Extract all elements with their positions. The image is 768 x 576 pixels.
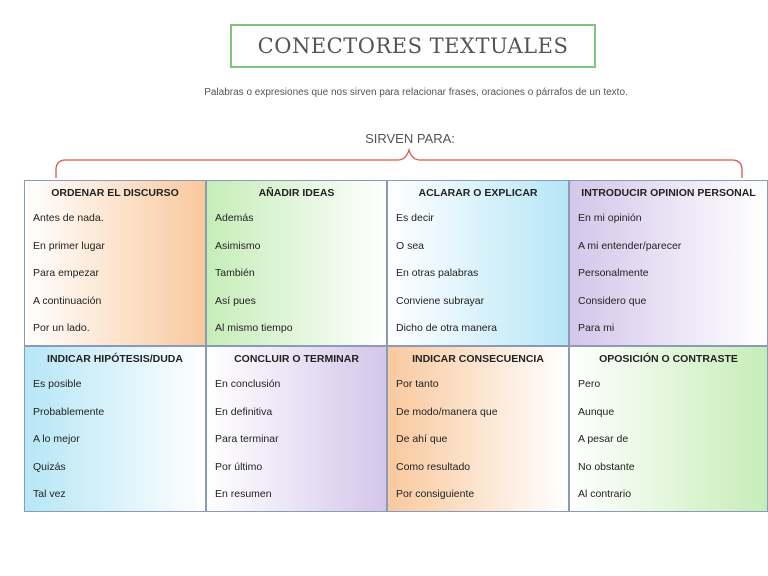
category-heading: AÑADIR IDEAS — [258, 187, 335, 199]
connector-item: Considero que — [578, 294, 647, 307]
connector-item: Es posible — [33, 378, 82, 390]
connector-item: Además — [215, 212, 254, 224]
connector-item: Por tanto — [396, 378, 439, 390]
connector-item: Personalmente — [578, 267, 649, 279]
category-heading: INDICAR HIPÓTESIS/DUDA — [47, 353, 183, 365]
category-heading: OPOSICIÓN O CONTRASTE — [599, 353, 738, 365]
connector-item: Quizás — [33, 460, 66, 473]
sirven-para-label: SIRVEN PARA: — [365, 131, 455, 146]
category-concluir-terminar — [206, 346, 387, 512]
connector-item: Pero — [578, 378, 601, 390]
connector-item: A mi entender/parecer — [578, 239, 682, 252]
category-ordenar-discurso — [24, 180, 206, 346]
category-heading: CONCLUIR O TERMINAR — [234, 353, 359, 365]
category-heading: INDICAR CONSECUENCIA — [412, 353, 544, 365]
connector-item: También — [215, 267, 255, 279]
connector-item: Tal vez — [33, 488, 66, 500]
connector-item: Para mi — [578, 322, 615, 334]
category-heading: ORDENAR EL DISCURSO — [51, 187, 179, 199]
category-anadir-ideas — [206, 180, 387, 346]
connector-item: Dicho de otra manera — [396, 322, 497, 334]
connector-item: En resumen — [215, 488, 272, 500]
connector-item: Probablemente — [33, 405, 105, 418]
connector-item: A continuación — [33, 294, 102, 307]
connector-item: Para empezar — [33, 267, 99, 279]
category-heading: ACLARAR O EXPLICAR — [418, 187, 538, 199]
main-title: CONECTORES TEXTUALES — [230, 24, 596, 68]
connector-item: Antes de nada. — [33, 212, 104, 224]
connector-grid — [24, 180, 768, 512]
connector-item: De ahí que — [396, 433, 448, 445]
category-consecuencia — [387, 346, 569, 512]
connector-item: No obstante — [578, 460, 635, 473]
connector-item: En conclusión — [215, 378, 281, 390]
category-aclarar-explicar — [387, 180, 569, 346]
category-hipotesis-duda — [24, 346, 206, 512]
connector-item: De modo/manera que — [396, 405, 498, 418]
connector-item: Por un lado. — [33, 322, 90, 334]
connector-item: Al contrario — [578, 488, 632, 500]
connector-item: Conviene subrayar — [396, 294, 485, 307]
connector-item: Como resultado — [396, 460, 471, 473]
connector-item: O sea — [396, 239, 425, 252]
connector-item: En primer lugar — [33, 239, 105, 252]
connector-item: Es decir — [396, 212, 434, 224]
connector-item: En definitiva — [215, 405, 273, 418]
connector-item: Por consiguiente — [396, 488, 475, 500]
category-oposicion-contraste — [569, 346, 768, 512]
connector-item: Para terminar — [215, 433, 279, 445]
connector-item: Por último — [215, 460, 263, 473]
category-heading: INTRODUCIR OPINION PERSONAL — [581, 187, 756, 199]
category-opinion-personal — [569, 180, 768, 346]
connector-item: A lo mejor — [33, 433, 80, 445]
connector-item: En mi opinión — [578, 212, 642, 224]
connector-item: Aunque — [578, 405, 615, 418]
connector-item: En otras palabras — [396, 267, 479, 279]
subtitle-description: Palabras o expresiones que nos sirven para relacionar frases, oraciones o párrafos de un texto. — [204, 87, 628, 98]
connector-item: Así pues — [215, 294, 256, 307]
connector-item: Asimismo — [215, 239, 261, 252]
connector-item: Al mismo tiempo — [215, 322, 293, 334]
connector-item: A pesar de — [578, 433, 629, 445]
